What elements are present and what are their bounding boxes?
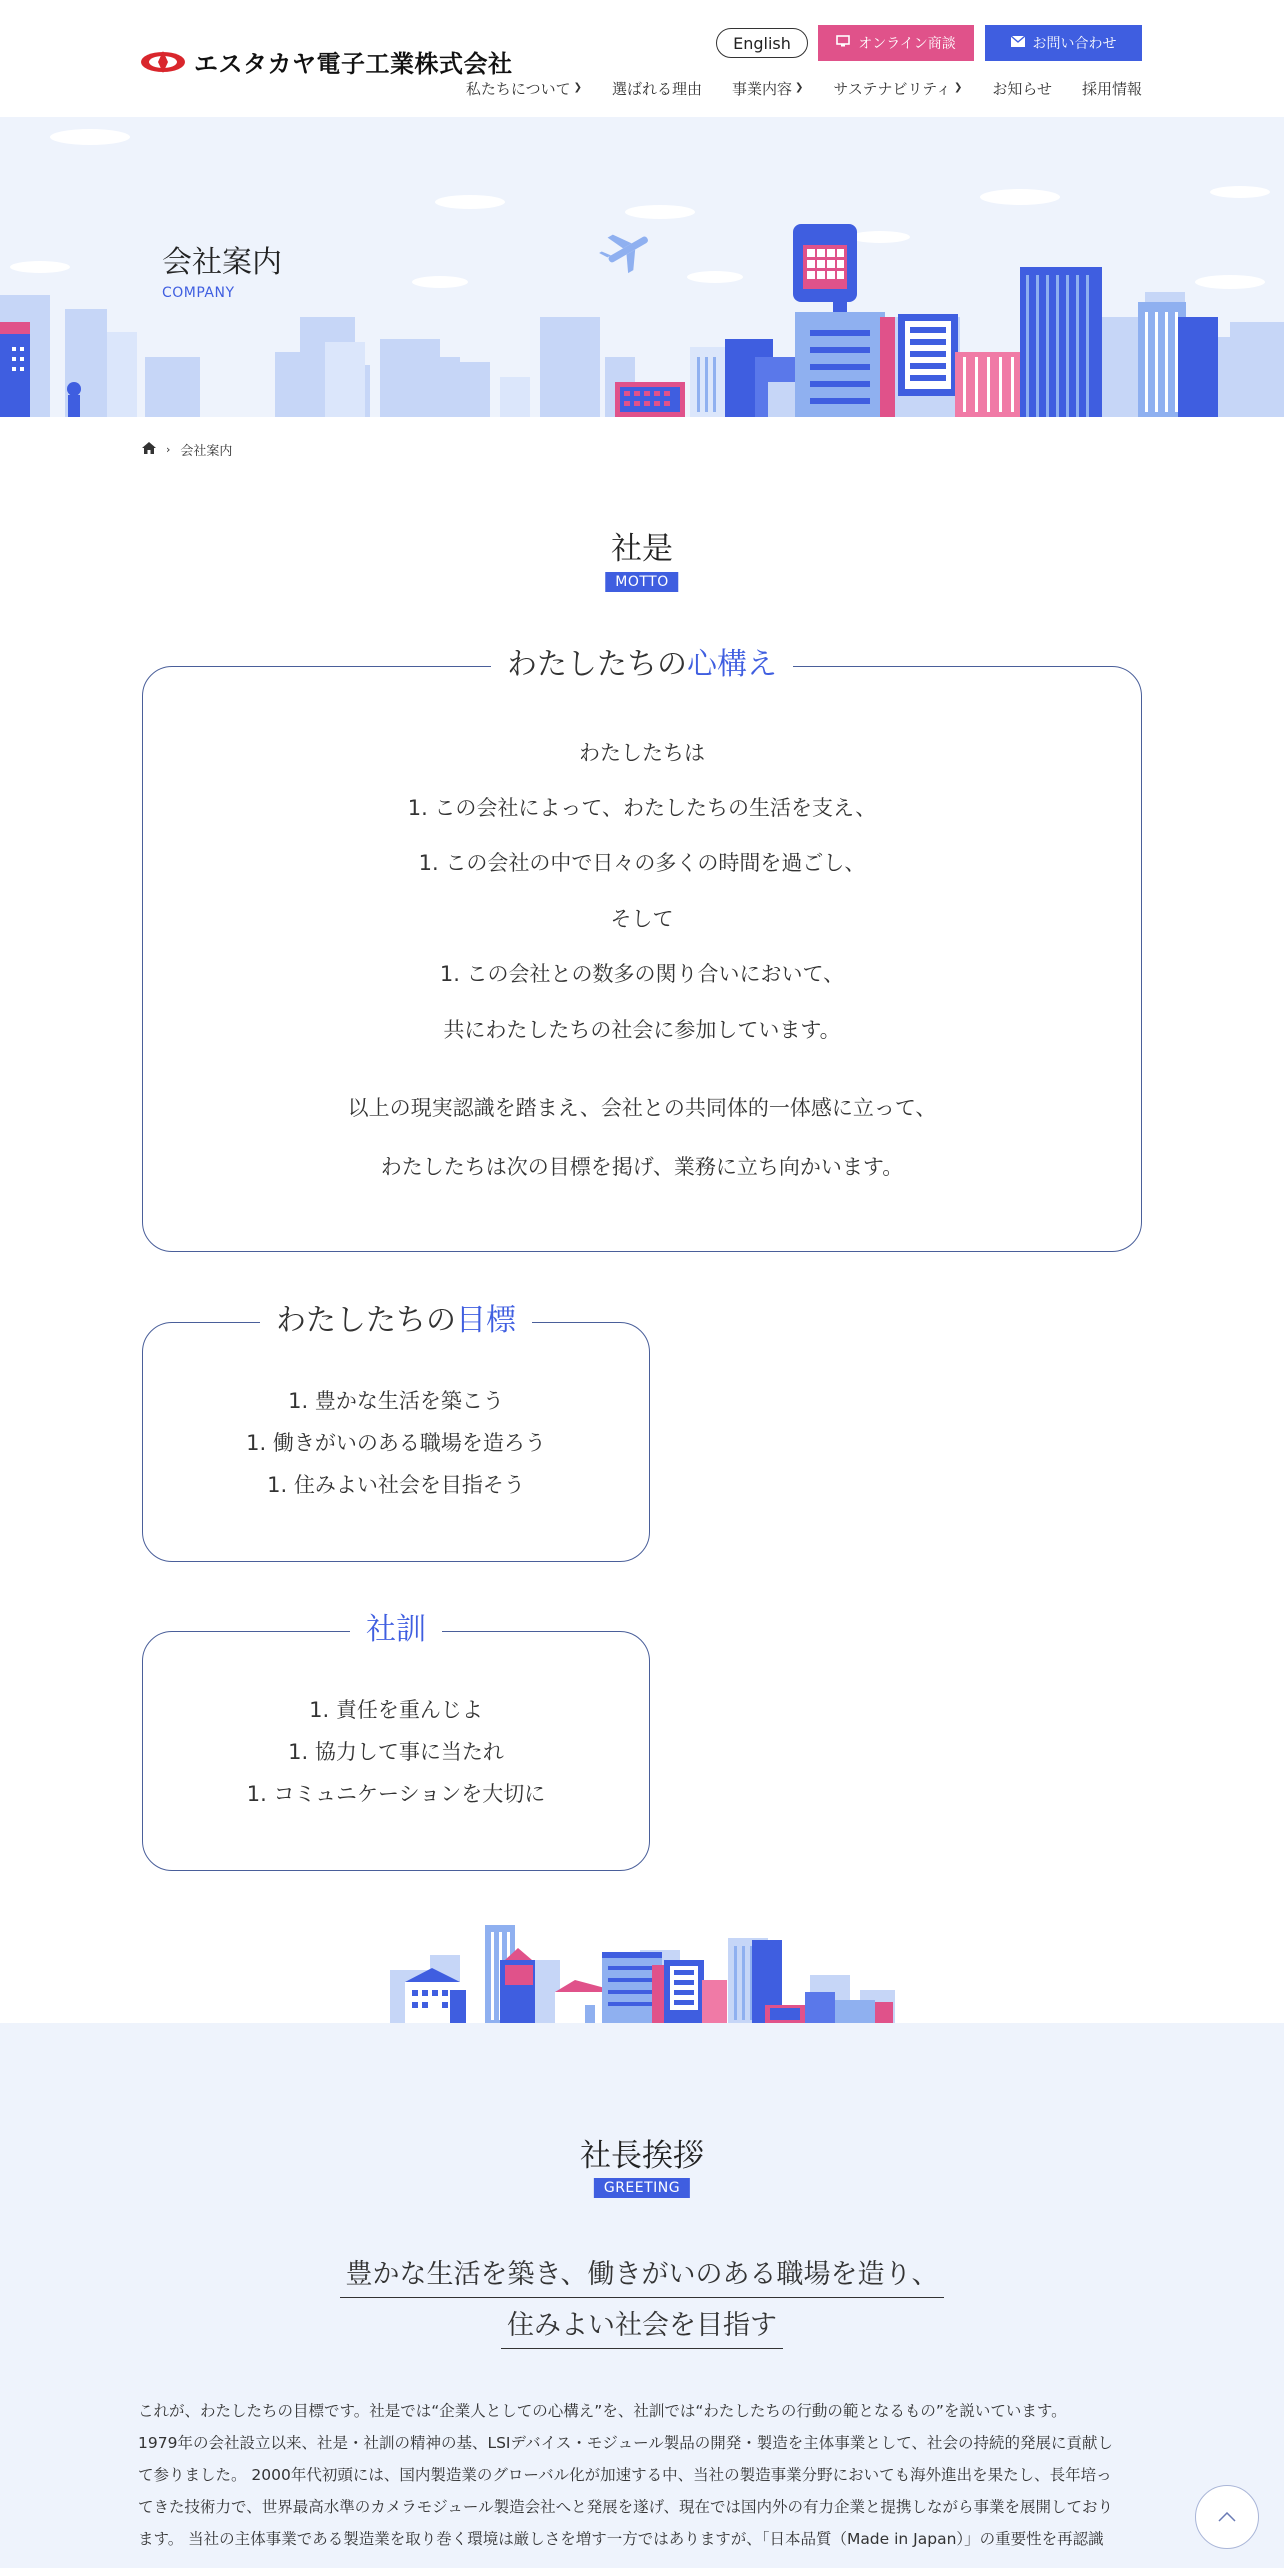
nav-item-news[interactable]: お知らせ xyxy=(992,80,1052,98)
greeting-paragraph-line: 1979年の会社設立以来、社是・社訓の精神の基、LSIデバイス・モジュール製品の開発・製造を主体事業として、社会の持続的発展に貢献し xyxy=(138,2434,1113,2452)
kokorogamae-line: わたしたちは次の目標を掲げ、業務に立ち向かいます。 xyxy=(380,1155,904,1179)
kokorogamae-line: そして xyxy=(610,907,674,931)
logo-mark-icon xyxy=(140,47,186,77)
motto-badge: MOTTO xyxy=(605,572,678,592)
motto-title: 社是 xyxy=(611,531,673,567)
page-title: 会社案内 xyxy=(162,245,282,280)
greeting-headline-1: 豊かな生活を築き、働きがいのある職場を造り、 xyxy=(0,2252,1284,2298)
greeting-badge: GREETING xyxy=(594,2178,690,2198)
monitor-icon xyxy=(836,35,850,51)
kokorogamae-line: 以上の現実認識を踏まえ、会社との共同体的一体感に立って、 xyxy=(347,1096,937,1120)
kokorogamae-line: 1. この会社によって、わたしたちの生活を支え、 xyxy=(407,796,877,820)
main-nav xyxy=(466,78,1142,99)
site-header xyxy=(0,0,1284,117)
nav-item-business[interactable]: 事業内容 ❯ xyxy=(732,80,804,98)
city-illustration-small xyxy=(390,1920,895,2024)
greeting-body xyxy=(138,2395,1148,2555)
mokuhyo-line: 1. 住みよい社会を目指そう xyxy=(267,1473,525,1497)
nav-item-about[interactable]: 私たちについて ❯ xyxy=(465,80,582,98)
breadcrumb-current: 会社案内 xyxy=(180,444,233,459)
logo-text: エスタカヤ電子工業株式会社 xyxy=(194,50,513,78)
shakun-line: 1. 協力して事に当たれ xyxy=(288,1740,504,1764)
greeting-paragraph-line: てきた技術力で、世界最高水準のカメラモジュール製造会社へと発展を遂げ、現在では国内外の有力企業と提携しながら事業を展開しており xyxy=(138,2498,1113,2516)
mokuhyo-title: わたしたちの目標 xyxy=(260,1301,532,1341)
greeting-paragraph-line: これが、わたしたちの目標です。社是では“企業人としての心構え”を、社訓では“わたしたちの行動の範となるもの”を説いています。 xyxy=(138,2402,1067,2420)
shakun-line: 1. 責任を重んじよ xyxy=(309,1698,483,1722)
shakun-line: 1. コミュニケーションを大切に xyxy=(246,1782,546,1806)
shakun-title: 社訓 xyxy=(350,1610,442,1650)
chevron-down-icon: ❯ xyxy=(795,82,804,93)
company-logo[interactable] xyxy=(140,44,513,79)
mokuhyo-box xyxy=(142,1303,650,1562)
page-subtitle: COMPANY xyxy=(162,285,235,301)
nav-item-sustainability[interactable]: サステナビリティ ❯ xyxy=(833,80,963,98)
kokorogamae-line: 1. この会社との数多の関り合いにおいて、 xyxy=(439,962,845,986)
nav-item-recruit[interactable]: 採用情報 xyxy=(1081,80,1142,98)
mokuhyo-line: 1. 働きがいのある職場を造ろう xyxy=(246,1431,546,1455)
kokorogamae-line: わたしたちは xyxy=(579,741,705,765)
breadcrumb xyxy=(142,440,232,459)
english-button[interactable]: English xyxy=(716,28,808,58)
contact-label: お問い合わせ xyxy=(1032,36,1117,52)
kokorogamae-line: 1. この会社の中で日々の多くの時間を過ごし、 xyxy=(418,851,866,875)
contact-button[interactable] xyxy=(985,25,1142,61)
nav-item-reasons[interactable]: 選ばれる理由 xyxy=(612,80,703,98)
chevron-down-icon: ❯ xyxy=(954,82,963,93)
back-to-top-button[interactable] xyxy=(1195,2485,1259,2549)
greeting-title: 社長挨拶 xyxy=(580,2138,704,2174)
chevron-down-icon: ❯ xyxy=(573,82,582,93)
shakun-box xyxy=(142,1612,650,1871)
chevron-up-icon xyxy=(1218,2512,1236,2522)
kokorogamae-line: 共にわたしたちの社会に参加しています。 xyxy=(443,1018,841,1042)
breadcrumb-separator-icon: › xyxy=(166,443,171,456)
greeting-paragraph-line: て参りました。 2000年代初頭には、国内製造業のグローバル化が加速する中、当社の製造事業分野においても海外進出を果たし、長年培っ xyxy=(138,2466,1112,2484)
greeting-headline-2: 住みよい社会を目指す xyxy=(0,2303,1284,2349)
kokorogamae-box xyxy=(142,647,1142,1252)
mail-icon xyxy=(1011,35,1025,51)
greeting-paragraph-line: ます。 当社の主体事業である製造業を取り巻く環境は厳しさを増す一方ではありますが、「日本品質（Made in Japan）」の重要性を再認識 xyxy=(138,2530,1104,2548)
online-meeting-label: オンライン商談 xyxy=(858,36,956,52)
home-icon[interactable] xyxy=(142,442,156,458)
kokorogamae-title: わたしたちの心構え xyxy=(491,645,793,685)
online-meeting-button[interactable] xyxy=(818,25,974,61)
hero-banner xyxy=(0,117,1284,417)
mokuhyo-line: 1. 豊かな生活を築こう xyxy=(288,1389,504,1413)
